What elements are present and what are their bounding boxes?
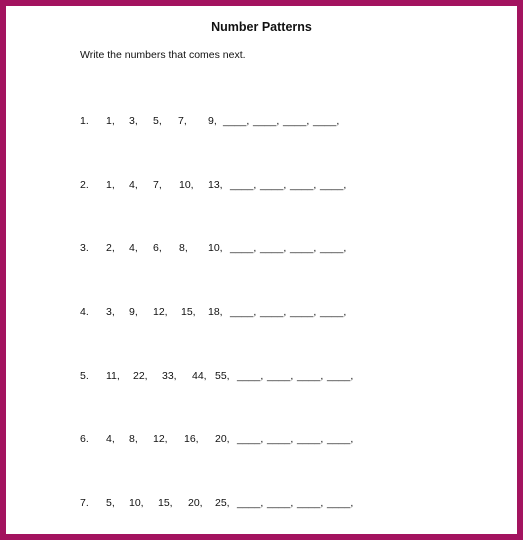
pattern-row (0, 370, 523, 386)
sequence-term: 3, (129, 115, 138, 127)
answer-blank[interactable]: ____, (260, 179, 287, 191)
answer-blank[interactable]: ____, (327, 370, 354, 382)
answer-blank[interactable]: ____, (237, 433, 264, 445)
pattern-row (0, 115, 523, 131)
sequence-term: 20, (188, 497, 203, 509)
sequence-term: 55, (215, 370, 230, 382)
worksheet-title: Number Patterns (211, 20, 312, 34)
answer-blank[interactable]: ____, (230, 306, 257, 318)
pattern-row (0, 306, 523, 322)
answer-blank[interactable]: ____, (237, 370, 264, 382)
pattern-row (0, 433, 523, 449)
answer-blank[interactable]: ____, (237, 497, 264, 509)
pattern-number: 1. (80, 115, 89, 127)
answer-blank[interactable]: ____, (223, 115, 250, 127)
sequence-term: 7, (153, 179, 162, 191)
sequence-term: 12, (153, 306, 168, 318)
answer-blank[interactable]: ____, (260, 242, 287, 254)
answer-blank[interactable]: ____, (320, 179, 347, 191)
sequence-term: 2, (106, 242, 115, 254)
pattern-number: 6. (80, 433, 89, 445)
answer-blank[interactable]: ____, (267, 370, 294, 382)
pattern-row (0, 242, 523, 258)
sequence-term: 15, (181, 306, 196, 318)
answer-blank[interactable]: ____, (290, 179, 317, 191)
sequence-term: 15, (158, 497, 173, 509)
sequence-term: 6, (153, 242, 162, 254)
sequence-term: 18, (208, 306, 223, 318)
answer-blank[interactable]: ____, (313, 115, 340, 127)
answer-blank[interactable]: ____, (230, 179, 257, 191)
sequence-term: 7, (178, 115, 187, 127)
sequence-term: 20, (215, 433, 230, 445)
answer-blank[interactable]: ____, (267, 497, 294, 509)
answer-blank[interactable]: ____, (320, 242, 347, 254)
sequence-term: 5, (153, 115, 162, 127)
answer-blank[interactable]: ____, (253, 115, 280, 127)
answer-blank[interactable]: ____, (327, 433, 354, 445)
worksheet-instructions: Write the numbers that comes next. (80, 49, 246, 61)
sequence-term: 22, (133, 370, 148, 382)
sequence-term: 11, (106, 370, 120, 382)
sequence-term: 8, (129, 433, 138, 445)
sequence-term: 1, (106, 115, 115, 127)
answer-blank[interactable]: ____, (320, 306, 347, 318)
answer-blank[interactable]: ____, (297, 370, 324, 382)
sequence-term: 9, (129, 306, 138, 318)
answer-blank[interactable]: ____, (327, 497, 354, 509)
sequence-term: 10, (208, 242, 223, 254)
answer-blank[interactable]: ____, (267, 433, 294, 445)
sequence-term: 10, (129, 497, 144, 509)
sequence-term: 1, (106, 179, 115, 191)
answer-blank[interactable]: ____, (260, 306, 287, 318)
sequence-term: 3, (106, 306, 115, 318)
sequence-term: 4, (129, 179, 138, 191)
sequence-term: 16, (184, 433, 199, 445)
sequence-term: 13, (208, 179, 223, 191)
pattern-number: 3. (80, 242, 89, 254)
answer-blank[interactable]: ____, (290, 306, 317, 318)
pattern-number: 5. (80, 370, 89, 382)
sequence-term: 12, (153, 433, 168, 445)
sequence-term: 44, (192, 370, 207, 382)
sequence-term: 4, (106, 433, 115, 445)
pattern-row (0, 497, 523, 513)
pattern-number: 7. (80, 497, 89, 509)
answer-blank[interactable]: ____, (290, 242, 317, 254)
pattern-row (0, 179, 523, 195)
sequence-term: 5, (106, 497, 115, 509)
sequence-term: 33, (162, 370, 177, 382)
sequence-term: 10, (179, 179, 194, 191)
answer-blank[interactable]: ____, (230, 242, 257, 254)
sequence-term: 9, (208, 115, 217, 127)
sequence-term: 4, (129, 242, 138, 254)
answer-blank[interactable]: ____, (283, 115, 310, 127)
sequence-term: 8, (179, 242, 188, 254)
answer-blank[interactable]: ____, (297, 433, 324, 445)
answer-blank[interactable]: ____, (297, 497, 324, 509)
pattern-number: 2. (80, 179, 89, 191)
pattern-number: 4. (80, 306, 89, 318)
sequence-term: 25, (215, 497, 230, 509)
